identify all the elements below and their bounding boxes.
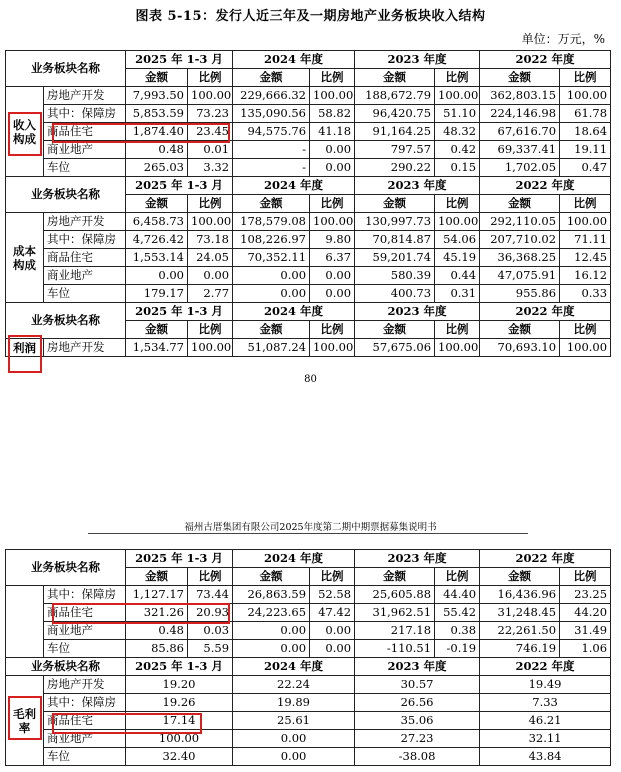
margin-cell: 32.40	[126, 748, 233, 766]
amount-cell: 1,874.40	[126, 123, 188, 141]
amount-cell: 207,710.02	[480, 231, 560, 249]
margin-cell: 19.20	[126, 676, 233, 694]
amount-cell: 24,223.65	[233, 604, 310, 622]
profit-margin-table	[5, 549, 611, 766]
amount-header: 金额	[355, 568, 435, 586]
segment-name-header: 业务板块名称	[6, 550, 126, 586]
ratio-header: 比例	[310, 69, 355, 87]
row-name: 商业地产	[44, 267, 126, 285]
table-row	[6, 676, 611, 694]
table-row	[6, 249, 611, 267]
ratio-cell: 52.58	[310, 586, 355, 604]
segment-label: 成本 构成	[6, 213, 44, 303]
margin-cell: 17.14	[126, 712, 233, 730]
row-name: 房地产开发	[44, 87, 126, 105]
page-number: 80	[304, 374, 317, 385]
amount-cell: 217.18	[355, 622, 435, 640]
ratio-cell: 0.00	[310, 285, 355, 303]
ratio-cell: 73.44	[188, 586, 233, 604]
ratio-cell: 45.19	[435, 249, 480, 267]
amount-cell: 224,146.98	[480, 105, 560, 123]
ratio-header: 比例	[435, 568, 480, 586]
amount-cell: 59,201.74	[355, 249, 435, 267]
margin-cell: 35.06	[355, 712, 480, 730]
period-header: 2023 年度	[355, 550, 480, 568]
amount-cell: 70,814.87	[355, 231, 435, 249]
amount-cell: 1,534.77	[126, 339, 188, 357]
table-row	[6, 730, 611, 748]
amount-cell: 57,675.06	[355, 339, 435, 357]
ratio-cell: 0.31	[435, 285, 480, 303]
period-header: 2022 年度	[480, 550, 611, 568]
period-header: 2025 年 1-3 月	[126, 177, 233, 195]
amount-cell: 94,575.76	[233, 123, 310, 141]
amount-header: 金额	[233, 195, 310, 213]
table-row	[6, 339, 611, 357]
ratio-cell: 58.82	[310, 105, 355, 123]
amount-header: 金额	[126, 69, 188, 87]
revenue-structure-table	[5, 50, 611, 357]
ratio-cell: 100.00	[435, 339, 480, 357]
segment-label: 利润	[6, 339, 44, 357]
margin-cell: 7.33	[480, 694, 611, 712]
ratio-header: 比例	[188, 321, 233, 339]
margin-cell: 30.57	[355, 676, 480, 694]
amount-cell: 580.39	[355, 267, 435, 285]
table-title: 图表 5-15：发行人近三年及一期房地产业务板块收入结构	[135, 9, 486, 24]
amount-header: 金额	[480, 195, 560, 213]
period-header: 2025 年 1-3 月	[126, 51, 233, 69]
ratio-header: 比例	[560, 321, 611, 339]
amount-cell: 31,248.45	[480, 604, 560, 622]
amount-cell: 0.00	[233, 267, 310, 285]
ratio-cell: 6.37	[310, 249, 355, 267]
row-name: 商品住宅	[44, 604, 126, 622]
ratio-cell: 9.80	[310, 231, 355, 249]
amount-header: 金额	[233, 568, 310, 586]
segment-label: 收入 构成	[6, 87, 44, 177]
ratio-header: 比例	[188, 195, 233, 213]
row-name: 车位	[44, 748, 126, 766]
ratio-cell: -0.19	[435, 640, 480, 658]
amount-cell: 70,693.10	[480, 339, 560, 357]
row-name: 其中：保障房	[44, 105, 126, 123]
row-name: 商品住宅	[44, 712, 126, 730]
margin-cell: 25.61	[233, 712, 355, 730]
row-name: 房地产开发	[44, 339, 126, 357]
amount-cell: 135,090.56	[233, 105, 310, 123]
ratio-header: 比例	[560, 195, 611, 213]
ratio-cell: 100.00	[188, 339, 233, 357]
amount-cell: 25,605.88	[355, 586, 435, 604]
ratio-cell: 0.00	[310, 622, 355, 640]
amount-cell: 36,368.25	[480, 249, 560, 267]
ratio-header: 比例	[310, 568, 355, 586]
row-name: 其中：保障房	[44, 231, 126, 249]
row-name: 商品住宅	[44, 123, 126, 141]
ratio-cell: 0.33	[560, 285, 611, 303]
amount-cell: 179.17	[126, 285, 188, 303]
table-row	[6, 267, 611, 285]
ratio-cell: 100.00	[310, 339, 355, 357]
ratio-header: 比例	[435, 69, 480, 87]
ratio-cell: 16.12	[560, 267, 611, 285]
ratio-cell: 19.11	[560, 141, 611, 159]
ratio-cell: 44.20	[560, 604, 611, 622]
period-header: 2024 年度	[233, 51, 355, 69]
ratio-cell: 100.00	[310, 213, 355, 231]
ratio-cell: 41.18	[310, 123, 355, 141]
ratio-cell: 0.00	[310, 640, 355, 658]
amount-cell: 91,164.25	[355, 123, 435, 141]
amount-cell: 362,803.15	[480, 87, 560, 105]
margin-cell: 27.23	[355, 730, 480, 748]
ratio-cell: 48.32	[435, 123, 480, 141]
ratio-cell: 0.00	[310, 159, 355, 177]
period-header: 2025 年 1-3 月	[126, 658, 233, 676]
amount-cell: 955.86	[480, 285, 560, 303]
row-name: 商业地产	[44, 622, 126, 640]
segment-name-header: 业务板块名称	[6, 303, 126, 339]
row-name: 商业地产	[44, 141, 126, 159]
running-header: 福州古厝集团有限公司2025年度第二期中期票据募集说明书	[184, 522, 437, 533]
amount-header: 金额	[480, 568, 560, 586]
amount-cell: 0.00	[233, 285, 310, 303]
period-header: 2023 年度	[355, 658, 480, 676]
table-row	[6, 712, 611, 730]
period-header: 2023 年度	[355, 51, 480, 69]
amount-header: 金额	[355, 195, 435, 213]
period-header: 2022 年度	[480, 51, 611, 69]
amount-cell: 1,127.17	[126, 586, 188, 604]
margin-cell: 22.24	[233, 676, 355, 694]
period-header: 2022 年度	[480, 303, 611, 321]
table-row	[6, 141, 611, 159]
margin-cell: 26.56	[355, 694, 480, 712]
amount-cell: 51,087.24	[233, 339, 310, 357]
ratio-cell: 100.00	[560, 87, 611, 105]
header-row	[6, 177, 611, 195]
row-name: 车位	[44, 159, 126, 177]
amount-cell: 0.48	[126, 622, 188, 640]
amount-cell: 6,458.73	[126, 213, 188, 231]
table-row	[6, 640, 611, 658]
ratio-cell: 73.23	[188, 105, 233, 123]
row-name: 其中：保障房	[44, 586, 126, 604]
ratio-cell: 54.06	[435, 231, 480, 249]
amount-header: 金额	[126, 195, 188, 213]
ratio-cell: 0.47	[560, 159, 611, 177]
ratio-cell: 100.00	[560, 339, 611, 357]
amount-cell: 292,110.05	[480, 213, 560, 231]
amount-cell: 26,863.59	[233, 586, 310, 604]
amount-cell: 85.86	[126, 640, 188, 658]
amount-cell: 188,672.79	[355, 87, 435, 105]
ratio-header: 比例	[188, 568, 233, 586]
amount-header: 金额	[233, 321, 310, 339]
ratio-cell: 61.78	[560, 105, 611, 123]
ratio-cell: 0.38	[435, 622, 480, 640]
amount-header: 金额	[126, 568, 188, 586]
ratio-cell: 0.03	[188, 622, 233, 640]
header-row	[6, 303, 611, 321]
row-name: 其中：保障房	[44, 694, 126, 712]
amount-header: 金额	[233, 69, 310, 87]
amount-cell: 7,993.50	[126, 87, 188, 105]
margin-cell: 19.49	[480, 676, 611, 694]
ratio-cell: 47.42	[310, 604, 355, 622]
ratio-cell: 23.25	[560, 586, 611, 604]
amount-cell: 22,261.50	[480, 622, 560, 640]
ratio-header: 比例	[188, 69, 233, 87]
ratio-cell: 100.00	[310, 87, 355, 105]
margin-cell: 0.00	[233, 730, 355, 748]
amount-header: 金额	[480, 321, 560, 339]
table-row	[6, 622, 611, 640]
amount-header: 金额	[355, 321, 435, 339]
ratio-header: 比例	[310, 195, 355, 213]
ratio-cell: 5.59	[188, 640, 233, 658]
ratio-header: 比例	[435, 321, 480, 339]
table-row	[6, 748, 611, 766]
table-row	[6, 285, 611, 303]
ratio-header: 比例	[310, 321, 355, 339]
amount-cell: 746.19	[480, 640, 560, 658]
margin-cell: 32.11	[480, 730, 611, 748]
ratio-cell: 100.00	[188, 213, 233, 231]
header-rule	[88, 533, 528, 534]
ratio-cell: 12.45	[560, 249, 611, 267]
ratio-cell: 73.18	[188, 231, 233, 249]
amount-cell: -110.51	[355, 640, 435, 658]
period-header: 2024 年度	[233, 303, 355, 321]
margin-cell: 46.21	[480, 712, 611, 730]
amount-cell: 0.00	[233, 622, 310, 640]
ratio-cell: 71.11	[560, 231, 611, 249]
segment-label-continued	[6, 586, 44, 658]
ratio-cell: 0.00	[310, 267, 355, 285]
margin-cell: 19.89	[233, 694, 355, 712]
period-header: 2024 年度	[233, 658, 355, 676]
amount-header: 金额	[126, 321, 188, 339]
amount-cell: 130,997.73	[355, 213, 435, 231]
table-row	[6, 604, 611, 622]
ratio-cell: 0.15	[435, 159, 480, 177]
amount-cell: 0.00	[233, 640, 310, 658]
ratio-cell: 23.45	[188, 123, 233, 141]
margin-cell: 0.00	[233, 748, 355, 766]
segment-name-header: 业务板块名称	[6, 51, 126, 87]
margin-cell: -38.08	[355, 748, 480, 766]
ratio-header: 比例	[560, 568, 611, 586]
ratio-cell: 31.49	[560, 622, 611, 640]
period-header: 2022 年度	[480, 177, 611, 195]
amount-cell: -	[233, 141, 310, 159]
segment-name-header: 业务板块名称	[6, 658, 126, 676]
period-header: 2025 年 1-3 月	[126, 303, 233, 321]
amount-cell: 96,420.75	[355, 105, 435, 123]
period-header: 2025 年 1-3 月	[126, 550, 233, 568]
amount-cell: 265.03	[126, 159, 188, 177]
amount-cell: 4,726.42	[126, 231, 188, 249]
row-name: 房地产开发	[44, 213, 126, 231]
row-name: 商品住宅	[44, 249, 126, 267]
ratio-cell: 100.00	[560, 213, 611, 231]
table-row	[6, 87, 611, 105]
amount-cell: 69,337.41	[480, 141, 560, 159]
amount-cell: 1,553.14	[126, 249, 188, 267]
table-row	[6, 213, 611, 231]
header-row	[6, 658, 611, 676]
ratio-cell: 20.93	[188, 604, 233, 622]
ratio-cell: 18.64	[560, 123, 611, 141]
ratio-cell: 100.00	[188, 87, 233, 105]
ratio-cell: 2.77	[188, 285, 233, 303]
amount-cell: 31,962.51	[355, 604, 435, 622]
amount-cell: 0.48	[126, 141, 188, 159]
table-row	[6, 694, 611, 712]
amount-cell: 108,226.97	[233, 231, 310, 249]
amount-cell: -	[233, 159, 310, 177]
ratio-cell: 0.01	[188, 141, 233, 159]
amount-cell: 5,853.59	[126, 105, 188, 123]
row-name: 商业地产	[44, 730, 126, 748]
margin-cell: 100.00	[126, 730, 233, 748]
table-row	[6, 231, 611, 249]
table-row	[6, 159, 611, 177]
header-row	[6, 550, 611, 568]
period-header: 2023 年度	[355, 303, 480, 321]
period-header: 2022 年度	[480, 658, 611, 676]
ratio-cell: 3.32	[188, 159, 233, 177]
amount-cell: 70,352.11	[233, 249, 310, 267]
ratio-cell: 24.05	[188, 249, 233, 267]
amount-cell: 0.00	[126, 267, 188, 285]
ratio-cell: 0.42	[435, 141, 480, 159]
amount-cell: 178,579.08	[233, 213, 310, 231]
period-header: 2023 年度	[355, 177, 480, 195]
amount-cell: 47,075.91	[480, 267, 560, 285]
amount-header: 金额	[480, 69, 560, 87]
amount-cell: 1,702.05	[480, 159, 560, 177]
table-row	[6, 105, 611, 123]
amount-header: 金额	[355, 69, 435, 87]
segment-label: 毛利 率	[6, 676, 44, 766]
ratio-cell: 100.00	[435, 87, 480, 105]
ratio-cell: 0.00	[310, 141, 355, 159]
segment-name-header: 业务板块名称	[6, 177, 126, 213]
margin-cell: 19.26	[126, 694, 233, 712]
period-header: 2024 年度	[233, 550, 355, 568]
ratio-cell: 0.44	[435, 267, 480, 285]
row-name: 车位	[44, 640, 126, 658]
row-name: 房地产开发	[44, 676, 126, 694]
row-name: 车位	[44, 285, 126, 303]
period-header: 2024 年度	[233, 177, 355, 195]
ratio-cell: 100.00	[435, 213, 480, 231]
table-row	[6, 586, 611, 604]
amount-cell: 67,616.70	[480, 123, 560, 141]
header-row	[6, 51, 611, 69]
ratio-header: 比例	[560, 69, 611, 87]
table-row	[6, 123, 611, 141]
margin-cell: 43.84	[480, 748, 611, 766]
amount-cell: 400.73	[355, 285, 435, 303]
ratio-cell: 44.40	[435, 586, 480, 604]
ratio-cell: 1.06	[560, 640, 611, 658]
ratio-cell: 51.10	[435, 105, 480, 123]
amount-cell: 229,666.32	[233, 87, 310, 105]
amount-cell: 16,436.96	[480, 586, 560, 604]
ratio-cell: 55.42	[435, 604, 480, 622]
ratio-header: 比例	[435, 195, 480, 213]
unit-label: 单位：万元，%	[521, 32, 605, 46]
amount-cell: 290.22	[355, 159, 435, 177]
amount-cell: 321.26	[126, 604, 188, 622]
amount-cell: 797.57	[355, 141, 435, 159]
ratio-cell: 0.00	[188, 267, 233, 285]
